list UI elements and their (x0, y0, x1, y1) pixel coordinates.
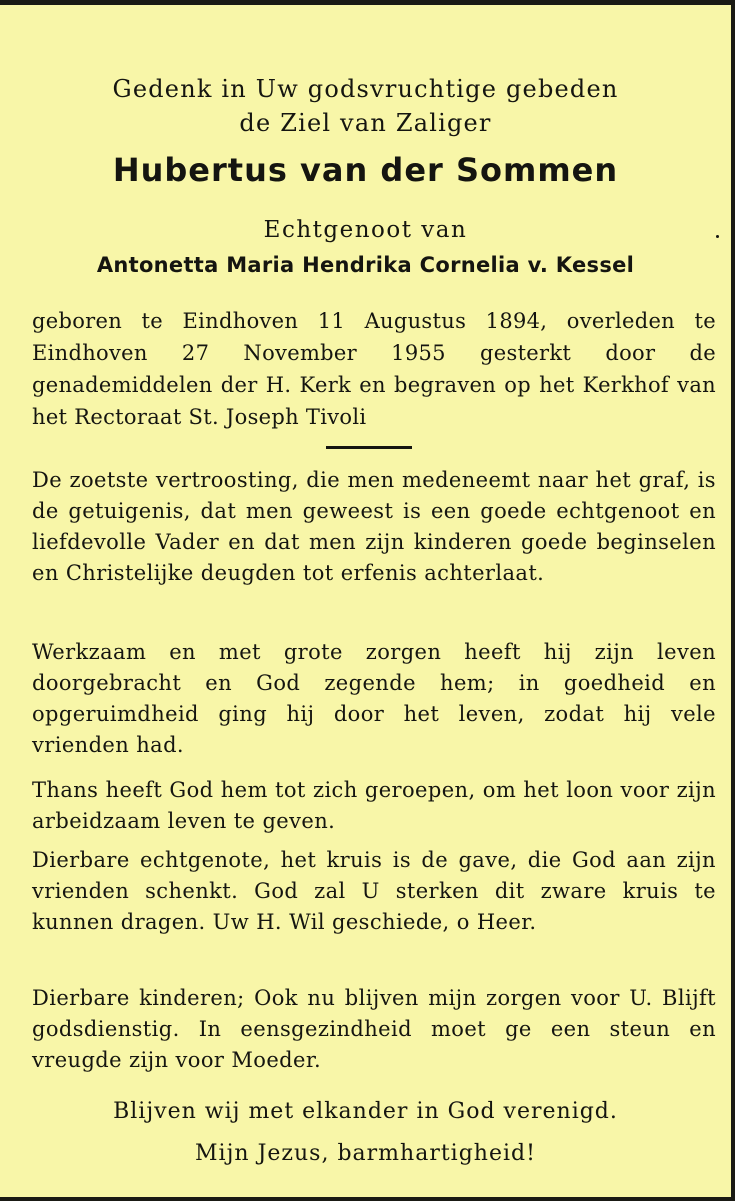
speck-mark (716, 235, 719, 238)
spouse-name: Antonetta Maria Hendrika Cornelia v. Kessel (96, 253, 635, 277)
paragraph-consolation: De zoetste vertroosting, die men medeneemt naar het graf, is de getuigenis, dat men geweest is een goede echtgenoot en liefdevolle Vader en dat men zijn kinderen goede beginselen en Christelijke deugden tot erfenis achterlaat. (32, 468, 716, 585)
paragraph-working-life: Werkzaam en met grote zorgen heeft hij zijn leven doorgebracht en God zegende hem; in goedheid en opgeruimdheid ging hij door het leven, zodat hij vele vrienden had. (32, 640, 716, 757)
invocation-line-1: Gedenk in Uw godsvruchtige gebeden (112, 75, 619, 103)
paragraph-to-spouse: Dierbare echtgenote, het kruis is de gave, die God aan zijn vrienden schenkt. God zal U sterken dit zware kruis te kunnen dragen. Uw H. Wil geschiede, o Heer. (32, 848, 716, 934)
closing-line-1: Blijven wij met elkander in God verenigd. (113, 1099, 618, 1124)
spouse-label: Echtgenoot van (263, 217, 468, 243)
deceased-name: Hubertus van der Sommen (112, 151, 619, 189)
paragraph-called-home: Thans heeft God hem tot zich geroepen, om het loon voor zijn arbeidzaam leven te geven. (32, 778, 716, 833)
invocation-line-2: de Ziel van Zaliger (239, 109, 492, 137)
divider-line (326, 446, 412, 449)
closing-line-2: Mijn Jezus, barmhartigheid! (195, 1141, 536, 1166)
biography: geboren te Eindhoven 11 Augustus 1894, overleden te Eindhoven 27 November 1955 gesterkt door de genademiddelen der H. Kerk en begraven op het Kerkhof van het Rectoraat St. Joseph Tivoli (32, 309, 716, 429)
paragraph-to-children: Dierbare kinderen; Ook nu blijven mijn zorgen voor U. Blijft godsdienstig. In eensgezindheid moet ge een steun en vreugde zijn voor Moeder. (32, 986, 716, 1072)
